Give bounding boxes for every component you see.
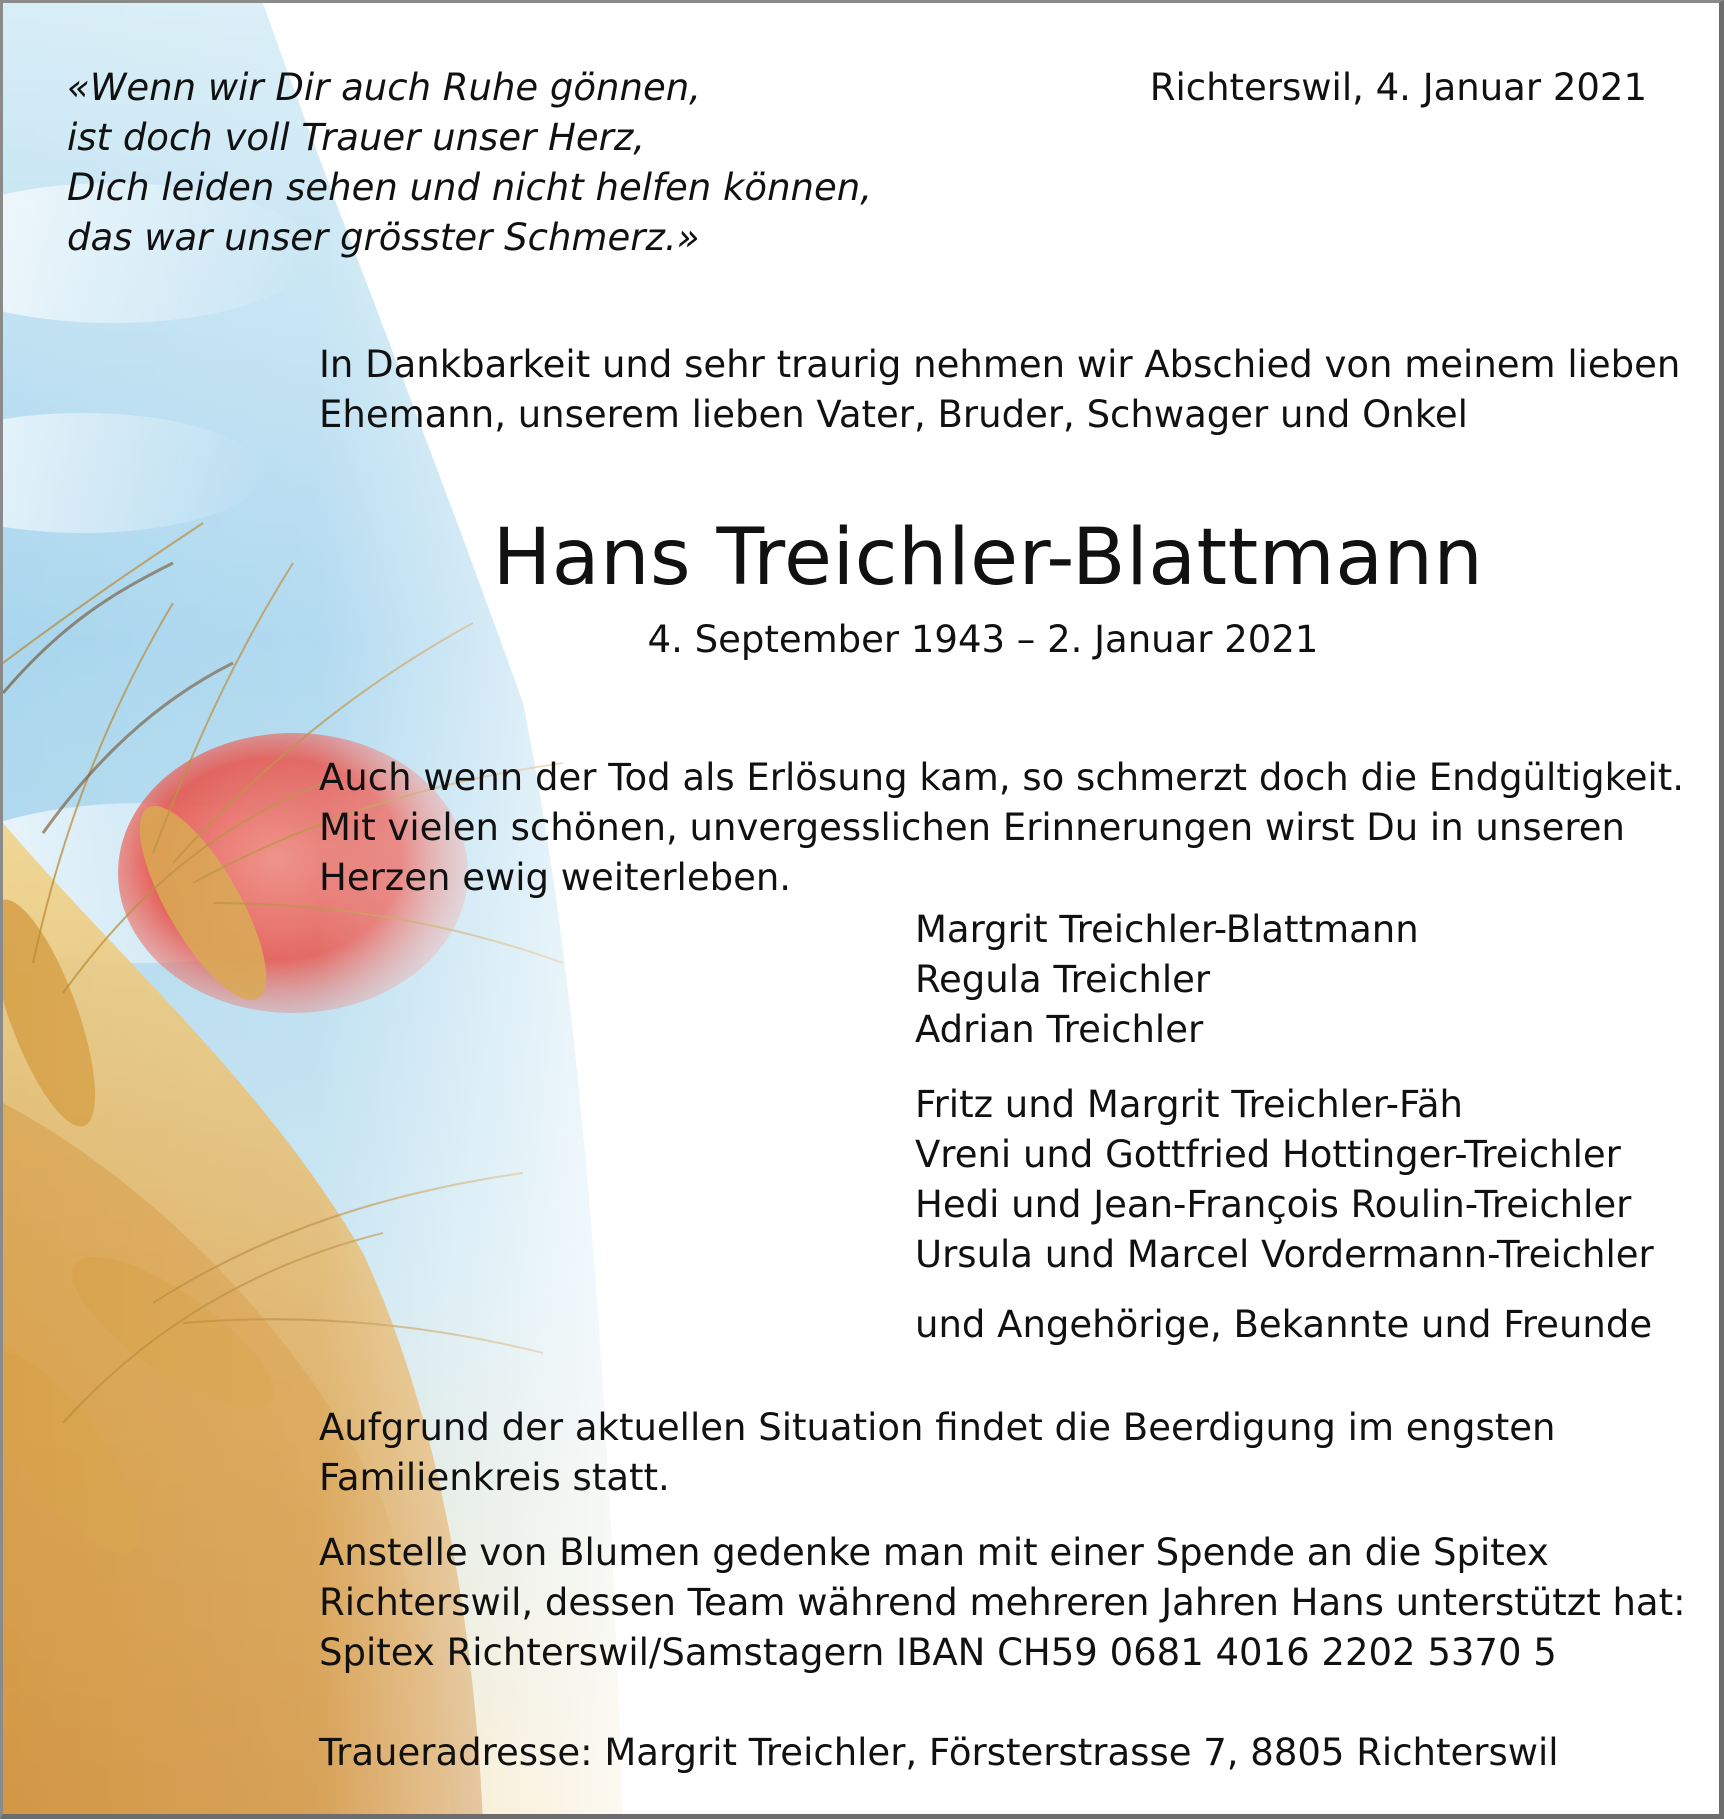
mourner-name: Hedi und Jean-François Roulin-Treichler [915, 1183, 1632, 1226]
intro-line: Ehemann, unserem lieben Vater, Bruder, Schwager und Onkel [319, 393, 1468, 436]
mourner-name: Margrit Treichler-Blattmann [915, 908, 1419, 951]
donation-iban-line: Spitex Richterswil/Samstagern IBAN CH59 0681 4016 2202 5370 5 [319, 1631, 1557, 1674]
mourning-address: Traueradresse: Margrit Treichler, Försterstrasse 7, 8805 Richterswil [319, 1731, 1559, 1774]
donation-line: Anstelle von Blumen gedenke man mit einer Spende an die Spitex [319, 1531, 1549, 1574]
farewell-paragraph [319, 753, 1684, 903]
quote-line: das war unser grösster Schmerz.» [67, 216, 700, 259]
lifespan-dates: 4. September 1943 – 2. Januar 2021 [647, 618, 1319, 661]
mourners-siblings [915, 1080, 1654, 1280]
donation-note [319, 1528, 1686, 1678]
funeral-note [319, 1403, 1555, 1503]
farewell-line: Herzen ewig weiterleben. [319, 856, 792, 899]
mourner-name: Regula Treichler [915, 958, 1211, 1001]
memorial-quote [67, 63, 872, 263]
donation-line: Richterswil, dessen Team während mehreren Jahren Hans unterstützt hat: [319, 1581, 1686, 1624]
mourner-name: Fritz und Margrit Treichler-Fäh [915, 1083, 1463, 1126]
quote-line: Dich leiden sehen und nicht helfen können, [67, 166, 872, 209]
funeral-line: Aufgrund der aktuellen Situation findet die Beerdigung im engsten [319, 1406, 1556, 1449]
deceased-name: Hans Treichler-Blattmann [492, 513, 1484, 603]
place-date: Richterswil, 4. Januar 2021 [1149, 66, 1647, 109]
mourners-close-family [915, 905, 1419, 1055]
funeral-line: Familienkreis statt. [319, 1456, 670, 1499]
mourner-name: Adrian Treichler [915, 1008, 1204, 1051]
quote-line: «Wenn wir Dir auch Ruhe gönnen, [67, 66, 701, 109]
mourner-name: und Angehörige, Bekannte und Freunde [915, 1303, 1653, 1346]
mourner-name: Ursula und Marcel Vordermann-Treichler [915, 1233, 1654, 1276]
mourner-name: Vreni und Gottfried Hottinger-Treichler [915, 1133, 1621, 1176]
intro-line: In Dankbarkeit und sehr traurig nehmen wir Abschied von meinem lieben [319, 343, 1681, 386]
quote-line: ist doch voll Trauer unser Herz, [67, 116, 646, 159]
intro-paragraph [319, 340, 1680, 440]
mourners-others [915, 1300, 1652, 1350]
farewell-line: Auch wenn der Tod als Erlösung kam, so schmerzt doch die Endgültigkeit. [319, 756, 1685, 799]
farewell-line: Mit vielen schönen, unvergesslichen Erinnerungen wirst Du in unseren [319, 806, 1625, 849]
